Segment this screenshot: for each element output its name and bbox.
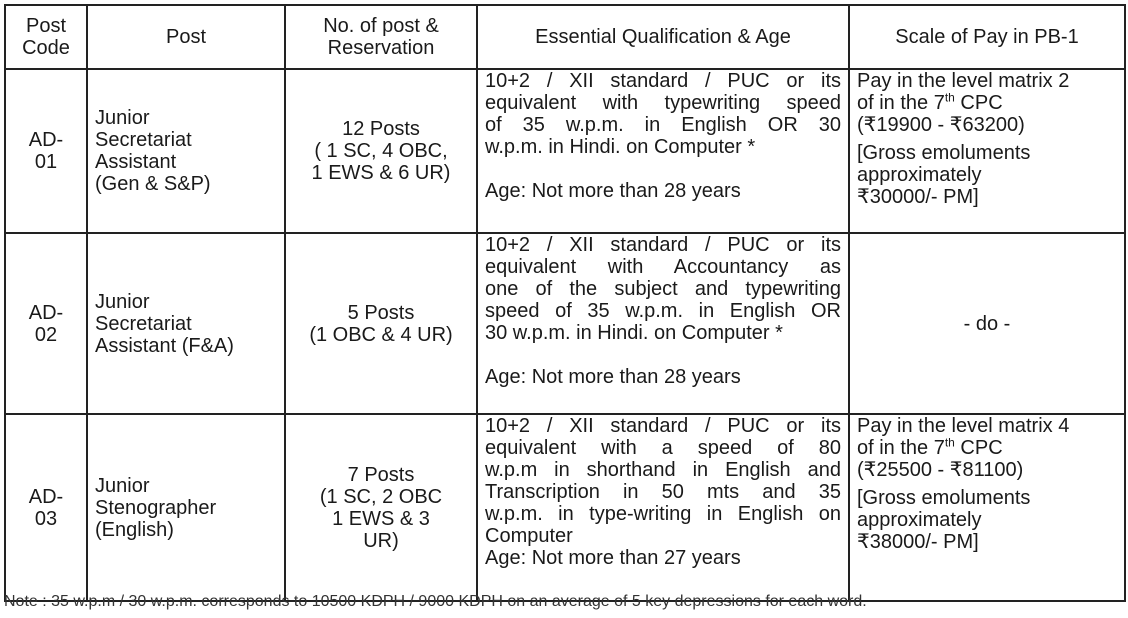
post-name-line: Secretariat	[95, 312, 192, 335]
header-pay: Scale of Pay in PB-1	[849, 5, 1125, 69]
table-row	[5, 233, 1125, 415]
gross-emoluments-line: [Gross emoluments	[857, 142, 1031, 165]
qualification-line: 10+2 / XII standard / PUC or its	[485, 415, 841, 438]
header-post-code: Post Code	[5, 5, 87, 69]
post-code-cell	[5, 233, 87, 415]
num-posts-line: UR)	[363, 529, 399, 552]
qualification-line: w.p.m. in Hindi. on Computer *	[485, 136, 756, 159]
pay-range: (₹19900 - ₹63200)	[857, 114, 1025, 137]
qualification-line: equivalent with a speed of 80	[485, 437, 841, 460]
qualification-cell	[477, 69, 849, 233]
num-posts-line: (1 OBC & 4 UR)	[309, 323, 453, 346]
header-row	[5, 5, 1125, 69]
pay-scale-cell	[849, 69, 1125, 233]
pay-level: Pay in the level matrix 2	[857, 70, 1070, 93]
post-name-line: Junior	[95, 106, 150, 129]
qualification-line: 10+2 / XII standard / PUC or its	[485, 70, 841, 93]
qualification-line: equivalent with typewriting speed	[485, 92, 841, 115]
num-posts-cell	[285, 69, 477, 233]
post-code-prefix: AD-	[28, 485, 64, 508]
header-post: Post	[87, 5, 285, 69]
post-name-line: Junior	[95, 474, 150, 497]
post-code-number: 03	[34, 507, 58, 530]
gross-emoluments-line: approximately	[857, 164, 982, 187]
num-posts-line: ( 1 SC, 4 OBC,	[314, 139, 448, 162]
post-code-prefix: AD-	[28, 301, 64, 324]
num-posts-line: 12 Posts	[342, 117, 420, 140]
qualification-line: of 35 w.p.m. in English OR 30	[485, 114, 841, 137]
age-limit: Age: Not more than 27 years	[485, 547, 741, 570]
pay-cpc: of in the 7th CPC	[857, 435, 1003, 460]
recruitment-table	[4, 4, 1126, 602]
post-name-cell	[87, 69, 285, 233]
pay-cpc: of in the 7th CPC	[857, 90, 1003, 115]
post-code-prefix: AD-	[28, 128, 64, 151]
num-posts-cell	[285, 414, 477, 601]
num-posts-line: 7 Posts	[347, 463, 415, 486]
gross-emoluments-line: ₹38000/- PM]	[857, 531, 979, 554]
qualification-line: 10+2 / XII standard / PUC or its	[485, 233, 841, 256]
post-name-line: Stenographer	[95, 496, 217, 519]
age-limit: Age: Not more than 28 years	[485, 180, 741, 203]
qualification-line: equivalent with Accountancy as	[485, 255, 841, 278]
post-code-number: 01	[34, 150, 58, 173]
qualification-line: speed of 35 w.p.m. in English OR	[485, 299, 841, 322]
post-name-cell	[87, 414, 285, 601]
post-code-cell	[5, 69, 87, 233]
qualification-line: w.p.m. in type-writing in English on	[485, 503, 841, 526]
qualification-line: w.p.m in shorthand in English and	[485, 459, 841, 482]
num-posts-line: 5 Posts	[347, 301, 415, 324]
gross-emoluments-line: approximately	[857, 509, 982, 532]
table-row	[5, 414, 1125, 601]
num-posts-line: (1 SC, 2 OBC	[319, 485, 443, 508]
gross-emoluments-line: [Gross emoluments	[857, 487, 1031, 510]
qualification-line: Transcription in 50 mts and 35	[485, 481, 841, 504]
ditto-mark: - do -	[963, 312, 1011, 335]
post-name-line: Assistant	[95, 150, 177, 173]
qualification-line: 30 w.p.m. in Hindi. on Computer *	[485, 321, 783, 344]
qualification-line: Computer	[485, 525, 573, 548]
post-code-number: 02	[34, 323, 58, 346]
post-code-cell	[5, 414, 87, 601]
qualification-cell	[477, 414, 849, 601]
qualification-line: one of the subject and typewriting	[485, 277, 841, 300]
pay-range: (₹25500 - ₹81100)	[857, 459, 1024, 482]
pay-scale-cell	[849, 233, 1125, 415]
qualification-cell	[477, 233, 849, 415]
post-name-cell	[87, 233, 285, 415]
post-name-line: Secretariat	[95, 128, 192, 151]
header-qualification: Essential Qualification & Age	[477, 5, 849, 69]
table-row	[5, 69, 1125, 233]
num-posts-cell	[285, 233, 477, 415]
age-limit: Age: Not more than 28 years	[485, 365, 741, 388]
num-posts-line: 1 EWS & 3	[332, 507, 430, 530]
post-name-line: Assistant (F&A)	[95, 334, 234, 357]
post-name-line: (English)	[95, 518, 174, 541]
footer-note-text: Note : 35 w.p.m / 30 w.p.m. corresponds to 10500 KDPH / 9000 KDPH on an average of 5 key depressions for each word.	[4, 593, 867, 610]
post-name-line: (Gen & S&P)	[95, 172, 211, 195]
post-name-line: Junior	[95, 290, 150, 313]
pay-level: Pay in the level matrix 4	[857, 415, 1070, 438]
pay-scale-cell	[849, 414, 1125, 601]
header-num-posts: No. of post & Reservation	[285, 5, 477, 69]
num-posts-line: 1 EWS & 6 UR)	[311, 161, 451, 184]
footer-note	[4, 593, 1124, 610]
gross-emoluments-line: ₹30000/- PM]	[857, 186, 979, 209]
